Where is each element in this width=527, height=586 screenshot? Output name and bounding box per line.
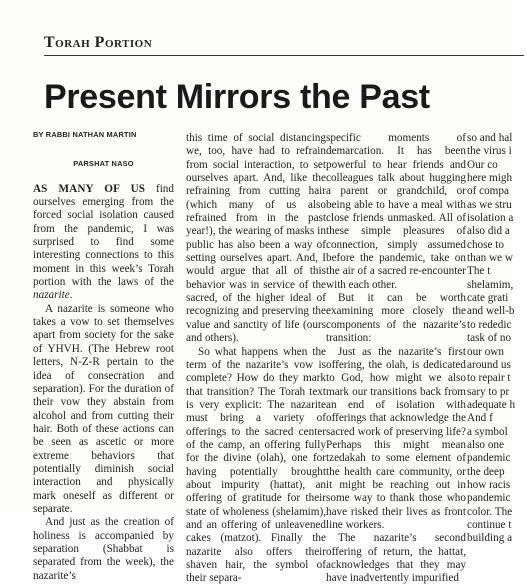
article-paragraph: specific moments of demarcation. It has been powerful to hear friends and colleagues talk about hugging a parent or grandchild, or being able to have a meal with close friends unmasked. All of these simple pleasures of connection, simply assumed before the pandemic, take on the air of a sacred re-encounter with each other. bbox=[326, 132, 466, 291]
article-paragraph: So what happens when the term of the nazarite’s vow is complete? How do they mark that transition? The Torah text is very explicit: The nazarite must bring a variety of offerings to the sacred center of the camp, an offering fully for the divine (olah), one for having potentially brought about impurity (hattat), an offering of gratitude for their state of wholeness (shelamim), and an offering of unleavened cakes (matzot). Finally the nazarite also offers their shaven hair, the symbol of their separa- bbox=[186, 345, 326, 585]
section-header: Torah Portion bbox=[44, 34, 153, 51]
article-column-1 bbox=[33, 130, 174, 582]
column-4-line: so and hal bbox=[467, 132, 513, 144]
emphasis-text: nazarite bbox=[33, 289, 70, 302]
column-4-line: building a bbox=[467, 532, 513, 545]
column-4-line: the deep bbox=[467, 465, 505, 478]
column-4-line: adequate h bbox=[467, 398, 516, 411]
column-4-line: as we stru bbox=[467, 198, 512, 211]
article-paragraph: But it can be worth examining more closely the components of the nazarite’s transition: bbox=[326, 292, 466, 345]
article-paragraph bbox=[33, 183, 174, 303]
column-4-line: pandemic bbox=[467, 492, 511, 505]
column-4-line: Our co bbox=[467, 158, 498, 171]
article-column-3 bbox=[326, 132, 466, 585]
column-4-line: pandemic bbox=[467, 452, 511, 465]
column-4-line: to repair t bbox=[467, 372, 511, 385]
article-paragraph: this time of social distancing we, too, have had to refrain from social interaction, to set ourselves apart. And, like the refraining from cutting hair (which many of us also refrained from in the past year!), the wearing of masks in public has also been a way of setting ourselves apart. And, I would argue that all of this behavior was in service of the sacred, of the higher ideal of recognizing and preserving the value and sanctity of life (ours and others). bbox=[186, 132, 326, 345]
column-4-line: shelamim, bbox=[467, 278, 514, 291]
article-column-4 bbox=[467, 132, 527, 545]
column-4-line: of compa bbox=[467, 185, 509, 198]
column-4-line: the virus i bbox=[467, 145, 512, 158]
column-4-line: color. The bbox=[467, 505, 513, 518]
column-4-line: sary to pr bbox=[467, 385, 510, 398]
column-4-line: how racis bbox=[467, 478, 511, 491]
column-4-line: isolation a bbox=[467, 212, 514, 225]
paragraph-text: find ourselves emerging from the forced social isolation caused from the pandemic, I was surprised to find some interesting connections to this moment in this week’s Torah portion with the laws of the bbox=[33, 182, 174, 289]
article-paragraph: And just as the creation of holiness is accompanied by separation (Shabbat is separated from the week), the nazarite’s bbox=[33, 516, 174, 582]
article-headline: Present Mirrors the Past bbox=[44, 78, 430, 116]
column-4-line: also one bbox=[467, 438, 504, 451]
column-4-line: than we w bbox=[467, 252, 513, 265]
article-paragraph: A nazarite is someone who takes a vow to set themselves apart from society for the sake of YHVH. (The Hebrew root letters, N-Z-R pertain to the idea of consecration and separation). For the duration of their vow they abstain from alcohol and from cutting their hair. Both of these actions can be seen as ascetic or more extreme behaviors that potentially diminish social interaction and physically mark oneself as different or separate. bbox=[33, 302, 174, 515]
article-paragraph: The nazarite’s second offering of return, the hattat, acknowledges that they may have inadvertently impurified bbox=[326, 532, 466, 585]
column-4-line: cate grati bbox=[467, 292, 509, 305]
header-divider bbox=[44, 55, 524, 56]
column-4-line: a symbol bbox=[467, 425, 508, 438]
column-4-line: also did a bbox=[467, 225, 510, 238]
column-4-line: chose to bbox=[467, 238, 504, 251]
lead-in-caps: AS MANY OF US bbox=[33, 182, 146, 195]
column-4-line: The t bbox=[467, 265, 491, 278]
article-paragraph: Just as the nazarite’s first offering, the olah, is dedicated to God, how might we also mark our transitions back from an end of isolation with offerings that acknowledge the sacred work of preserving life? Perhaps this might mean tzedakah to some element of the health care community, or it might be reaching out in some way to thank those who have risked their lives as front line workers. bbox=[326, 345, 466, 531]
column-4-line: task of no bbox=[467, 332, 512, 345]
column-4-line: our own bbox=[467, 345, 504, 358]
parshat-label: PARSHAT NASO bbox=[73, 159, 134, 169]
column-4-line: and well-b bbox=[467, 305, 515, 318]
column-4-line: continue t bbox=[467, 518, 512, 531]
column-4-line: here migh bbox=[467, 172, 513, 185]
article-byline: BY RABBI NATHAN MARTIN bbox=[33, 130, 137, 139]
paragraph-text-end: . bbox=[69, 289, 73, 302]
column-4-line: And f bbox=[467, 412, 493, 425]
column-4-line: to rededic bbox=[467, 318, 512, 331]
article-column-2 bbox=[186, 132, 326, 585]
column-4-line: around us bbox=[467, 358, 511, 371]
